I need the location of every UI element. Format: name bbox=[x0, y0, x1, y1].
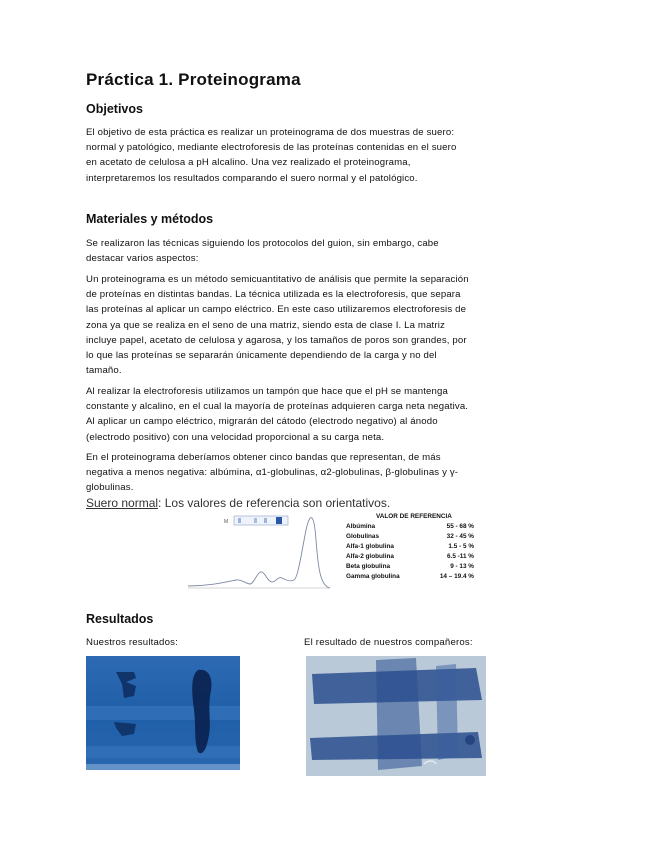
figure-caption-underlined: Suero normal bbox=[86, 496, 159, 510]
text-line: interpretaremos los resultados comparando el suero normal y el patológico. bbox=[86, 172, 418, 184]
text-line: normal y patológico, mediante electroforesis de las proteínas contenidas en el suero bbox=[86, 142, 457, 154]
reference-row bbox=[340, 523, 480, 532]
text-line: las proteínas al aplicar un campo eléctrico. En este caso utilizaremos electroforesis de bbox=[86, 304, 467, 316]
reference-table-header: VALOR DE REFERENCIA bbox=[376, 513, 452, 520]
text-line: destacar varios aspectos: bbox=[86, 253, 199, 265]
text-line: El objetivo de esta práctica es realizar un proteinograma de dos muestras de suero: bbox=[86, 127, 455, 138]
strip-label: M bbox=[224, 519, 229, 525]
text-line: lo que las proteínas se separarán únicamente dependiendo de la carga y no del bbox=[86, 350, 437, 362]
reference-value: 55 - 68 % bbox=[446, 523, 474, 530]
page-title: Práctica 1. Proteinograma bbox=[86, 70, 301, 89]
reference-row bbox=[340, 553, 480, 562]
heading-resultados: Resultados bbox=[86, 612, 154, 626]
text-line: zona ya que se realiza en el seno de una matriz, siendo esta de clase I. La matriz bbox=[86, 319, 445, 331]
reference-row bbox=[340, 533, 480, 542]
classmates-results-photo bbox=[306, 656, 486, 776]
text-line: constante y alcalino, en el cual la mayoría de proteínas adquieren carga neta negativa. bbox=[86, 401, 469, 413]
densitometry-curve bbox=[188, 518, 330, 588]
text-line: Se realizaron las técnicas siguiendo los protocolos del guion, sin embargo, cabe bbox=[86, 238, 439, 249]
text-line: incluye papel, acetato de celulosa y agarosa, y los tamaños de poros son grandes, por bbox=[86, 334, 467, 346]
paragraph-materiales-2 bbox=[86, 272, 518, 378]
our-results-photo bbox=[86, 656, 240, 770]
reference-name: Albúmina bbox=[346, 523, 376, 530]
caption-classmates-results: El resultado de nuestros compañeros: bbox=[304, 637, 473, 648]
reference-name: Beta globulina bbox=[346, 563, 391, 570]
paragraph-materiales-4 bbox=[86, 450, 518, 496]
reference-row bbox=[340, 573, 480, 582]
figure-caption bbox=[86, 496, 390, 510]
reference-name: Gamma globulina bbox=[346, 573, 400, 580]
reference-name: Alfa-2 globulina bbox=[346, 553, 394, 560]
reference-row bbox=[340, 543, 480, 552]
text-line: tamaño. bbox=[86, 365, 122, 377]
text-line: Un proteinograma es un método semicuantitativo de análisis que permite la separación bbox=[86, 274, 469, 285]
text-line: globulinas. bbox=[86, 482, 134, 494]
paragraph-materiales-1 bbox=[86, 236, 518, 266]
paragraph-objetivos bbox=[86, 125, 518, 186]
text-line: en acetato de celulosa a pH alcalino. Una vez realizado el proteinograma, bbox=[86, 157, 411, 169]
figure-caption-rest: : Los valores de referencia son orientativos. bbox=[158, 496, 391, 510]
reference-name: Alfa-1 globulina bbox=[346, 543, 394, 550]
text-line: Al aplicar un campo eléctrico, migrarán del cátodo (electrodo negativo) al ánodo bbox=[86, 416, 438, 428]
reference-name: Globulinas bbox=[346, 533, 380, 540]
reference-value: 32 - 45 % bbox=[446, 533, 474, 540]
reference-value: 6.5 -11 % bbox=[446, 553, 474, 560]
heading-objetivos: Objetivos bbox=[86, 102, 143, 116]
text-line: En el proteinograma deberíamos obtener cinco bandas que representan, de más bbox=[86, 452, 441, 463]
heading-materiales: Materiales y métodos bbox=[86, 212, 214, 226]
text-line: (electrodo positivo) con una velocidad proporcional a su carga neta. bbox=[86, 431, 385, 443]
reference-value: 1.5 - 5 % bbox=[448, 543, 474, 550]
caption-our-results: Nuestros resultados: bbox=[86, 637, 178, 648]
gel-strip bbox=[224, 516, 288, 525]
text-line: Al realizar la electroforesis utilizamos un tampón que hace que el pH se mantenga bbox=[86, 386, 448, 397]
text-line: negativa a menos negativa: albúmina, α1-globulinas, α2-globulinas, β-globulinas y γ- bbox=[86, 467, 459, 479]
paragraph-materiales-3 bbox=[86, 384, 518, 445]
text-line: de proteínas en distintas bandas. La técnica utilizada es la electroforesis, que separa bbox=[86, 289, 461, 301]
reference-value: 9 - 13 % bbox=[450, 563, 474, 570]
reference-row bbox=[340, 563, 480, 572]
reference-value: 14 – 19.4 % bbox=[439, 573, 474, 580]
